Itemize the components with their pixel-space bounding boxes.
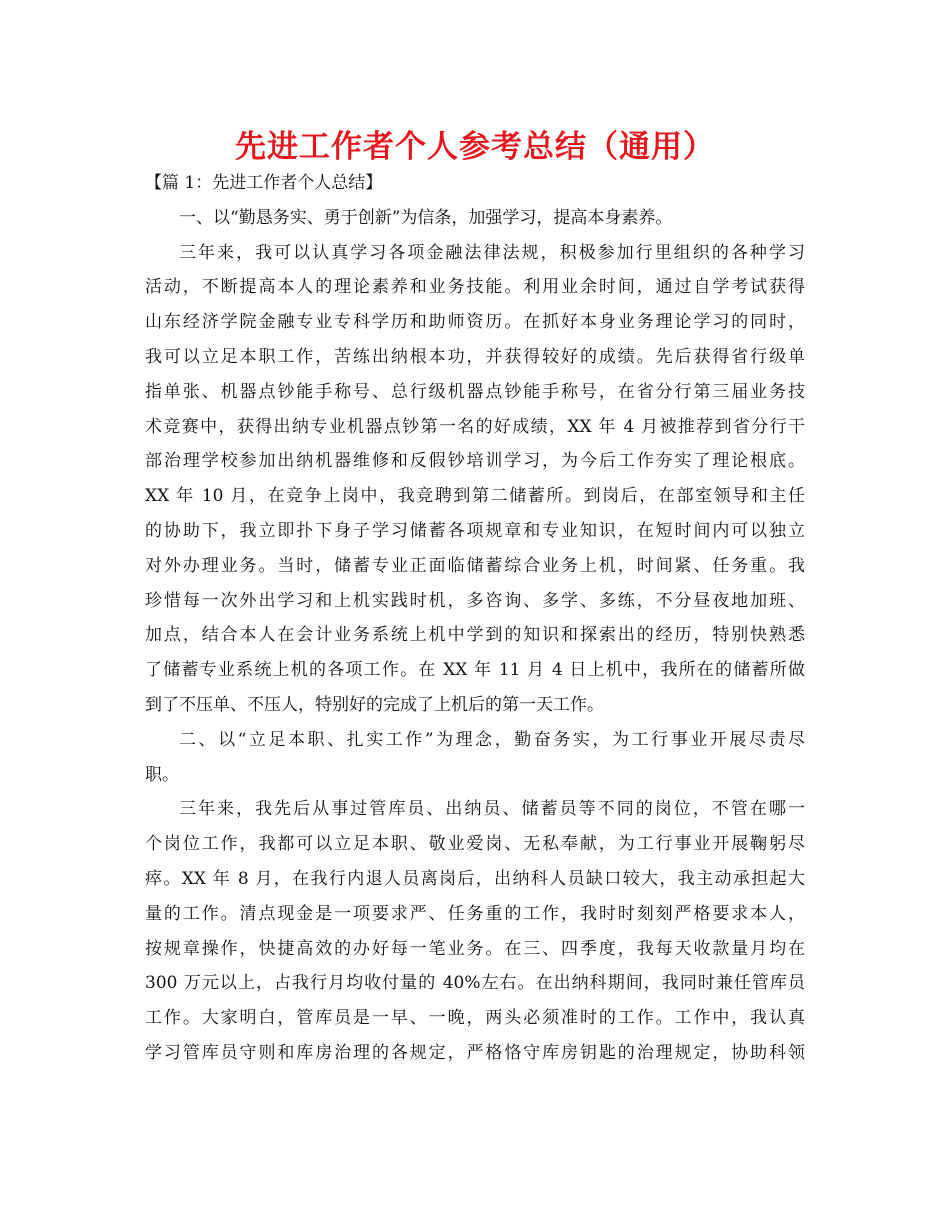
body-line: 对外办理业务。当时，储蓄专业正面临储蓄综合业务上机，时间紧、任务重。我 (145, 555, 805, 576)
body-line: 三年来，我可以认真学习各项金融法律法规，积极参加行里组织的各种学习 (179, 242, 805, 263)
body-line: 按规章操作，快捷高效的办好每一笔业务。在三、四季度，我每天收款量月均在 (145, 938, 805, 959)
body-line: 加点，结合本人在会计业务系统上机中学到的知识和探索出的经历，特别快熟悉 (145, 625, 805, 646)
body-line: 山东经济学院金融专业专科学历和助师资历。在抓好本身业务理论学习的同时， (145, 312, 805, 333)
body-line: 指单张、机器点钞能手称号、总行级机器点钞能手称号，在省分行第三届业务技 (145, 381, 805, 402)
body-line: 活动，不断提高本人的理论素养和业务技能。利用业余时间，通过自学考试获得 (145, 277, 805, 298)
document-title: 先进工作者个人参考总结（通用） (235, 129, 715, 165)
document-body (145, 166, 805, 1071)
body-line: 300 万元以上，占我行月均收付量的 40%左右。在出纳科期间，我同时兼任管库员 (145, 973, 805, 994)
body-line: 的协助下，我立即扑下身子学习储蓄各项规章和专业知识，在短时间内可以独立 (145, 520, 805, 541)
body-line: 工作。大家明白，管库员是一早、一晚，两头必须准时的工作。工作中，我认真 (145, 1008, 805, 1029)
body-line: 【篇 1：先进工作者个人总结】 (145, 173, 383, 193)
body-line: 学习管库员守则和库房治理的各规定，严格恪守库房钥匙的治理规定，协助科领 (145, 1042, 805, 1063)
body-line: 到了不压单、不压人，特别好的完成了上机后的第一天工作。 (145, 694, 604, 715)
body-line: 职。 (145, 764, 179, 785)
body-line: 个岗位工作，我都可以立足本职、敬业爱岗、无私奉献，为工行事业开展鞠躬尽 (145, 834, 805, 855)
body-line: 二、以“立足本职、扎实工作”为理念，勤奋务实，为工行事业开展尽责尽 (179, 729, 805, 750)
body-line: 珍惜每一次外出学习和上机实践时机，多咨询、多学、多练，不分昼夜地加班、 (145, 590, 805, 611)
body-line: XX 年 10 月，在竞争上岗中，我竞聘到第二储蓄所。到岗后，在部室领导和主任 (145, 486, 805, 507)
body-line: 了储蓄专业系统上机的各项工作。在 XX 年 11 月 4 日上机中，我所在的储蓄所做 (145, 660, 805, 681)
body-line: 我可以立足本职工作，苦练出纳根本功，并获得较好的成绩。先后获得省行级单 (145, 346, 805, 367)
body-line: 术竞赛中，获得出纳专业机器点钞第一名的好成绩，XX 年 4 月被推荐到省分行干 (145, 416, 805, 437)
body-line: 瘁。XX 年 8 月，在我行内退人员离岗后，出纳科人员缺口较大，我主动承担起大 (145, 868, 805, 889)
body-line: 部治理学校参加出纳机器维修和反假钞培训学习，为今后工作夯实了理论根底。 (145, 451, 805, 472)
body-line: 量的工作。清点现金是一项要求严、任务重的工作，我时时刻刻严格要求本人， (145, 903, 805, 924)
body-line: 一、以“勤恳务实、勇于创新”为信条，加强学习，提高本身素养。 (179, 207, 673, 228)
body-line: 三年来，我先后从事过管库员、出纳员、储蓄员等不同的岗位，不管在哪一 (179, 799, 805, 820)
